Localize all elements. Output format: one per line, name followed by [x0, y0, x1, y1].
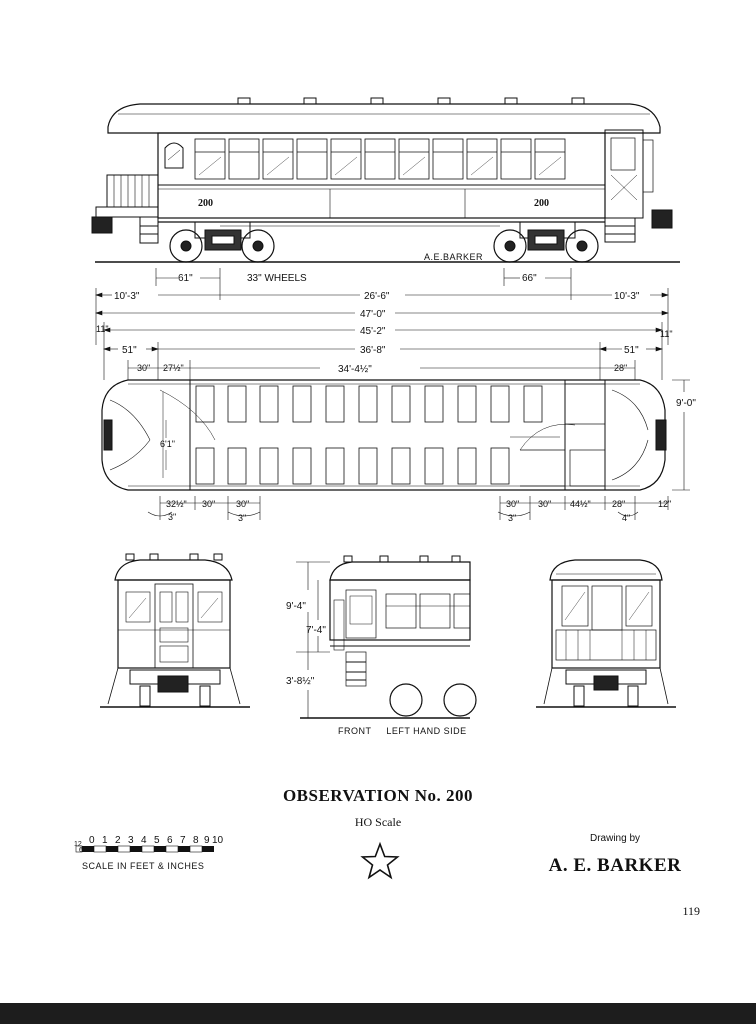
- length-dimension-labels: [96, 273, 673, 375]
- dim-height-floor: 3'-8½": [286, 676, 315, 687]
- dim-bottom-right-3: 44½": [570, 499, 591, 509]
- dim-bottom-sub-left-2: 3": [238, 513, 247, 523]
- page-subtitle: HO Scale: [354, 815, 402, 829]
- floor-plan-labels: [160, 398, 696, 449]
- car-number-right: 200: [534, 198, 549, 209]
- scale-tick-6: 6: [167, 835, 173, 846]
- scale-tick-9: 9: [204, 835, 210, 846]
- floor-plan: [102, 380, 690, 490]
- scale-inch-12: 12: [74, 841, 82, 848]
- dim-bottom-sub-right-2: 4": [622, 513, 631, 523]
- dim-height-body: 7'-4": [306, 625, 326, 636]
- dim-body-length: 45'-2": [360, 326, 386, 337]
- end-view-vestibule: [536, 560, 676, 707]
- page-bottom-edge: [0, 1003, 756, 1024]
- side-detail-view: [296, 556, 476, 718]
- car-number-left: 200: [198, 198, 213, 209]
- scale-tick-8: 8: [193, 835, 199, 846]
- dim-end-left: 10'-3": [114, 291, 140, 302]
- dim-bottom-right-2: 30": [538, 499, 552, 509]
- drawing-by-label: Drawing by: [589, 833, 641, 844]
- dim-inner-length: 36'-8": [360, 345, 386, 356]
- side-windows: [195, 139, 565, 179]
- scale-tick-0: 0: [89, 835, 95, 846]
- scale-tick-5: 5: [154, 835, 160, 846]
- dim-overhang-right: 11": [660, 329, 673, 339]
- dim-truck-right: 66": [522, 273, 537, 284]
- dim-saloon: 34'-4½": [338, 364, 372, 375]
- page-title: OBSERVATION No. 200: [282, 786, 474, 805]
- scale-tick-3: 3: [128, 835, 134, 846]
- seats-upper: [196, 386, 542, 422]
- wheel-note: 33" WHEELS: [247, 273, 307, 284]
- dim-width: 9'-0": [676, 398, 696, 409]
- dim-seat-c: 28": [614, 363, 628, 373]
- dim-aisle: 6'1": [160, 439, 175, 449]
- roof-outline: [108, 104, 660, 133]
- seats-lower: [196, 448, 509, 484]
- truck-right: [494, 222, 598, 262]
- scale-label: SCALE IN FEET & INCHES: [82, 861, 205, 871]
- dim-platform-right: 51": [624, 345, 639, 356]
- dim-bottom-left-3: 30": [236, 499, 250, 509]
- plan-outline: [102, 380, 665, 490]
- dim-bottom-right-5: 12": [658, 499, 672, 509]
- draftsman-label: A.E.BARKER: [424, 252, 484, 262]
- scale-tick-4: 4: [141, 835, 147, 846]
- dim-seat-a: 30": [137, 363, 151, 373]
- dim-bottom-left-1: 32½": [166, 499, 187, 509]
- dim-overall-length: 47'-0": [360, 309, 386, 320]
- dim-bottom-sub-left-1: 3": [168, 512, 177, 522]
- dim-center: 26'-6": [364, 291, 390, 302]
- observation-platform: [92, 175, 158, 243]
- dim-seat-b: 27½": [163, 363, 184, 373]
- scale-inch-6: 6: [79, 847, 83, 854]
- dim-end-right: 10'-3": [614, 291, 640, 302]
- side-elevation: [92, 98, 680, 262]
- bottom-dimension-labels: [166, 499, 671, 523]
- page-number: 119: [682, 904, 700, 918]
- scale-tick-1: 1: [102, 835, 108, 846]
- dim-platform-left: 51": [122, 345, 137, 356]
- dim-bottom-left-2: 30": [202, 499, 216, 509]
- dim-height-total: 9'-4": [286, 601, 306, 612]
- dim-bottom-right-1: 30": [506, 499, 520, 509]
- dim-bottom-right-4: 28": [612, 499, 626, 509]
- scale-tick-2: 2: [115, 835, 121, 846]
- scale-tick-10: 10: [212, 835, 224, 846]
- truck-left: [170, 222, 274, 262]
- view-caption: FRONT LEFT HAND SIDE: [338, 726, 467, 736]
- dim-truck-left: 61": [178, 273, 193, 284]
- dim-bottom-sub-right-1: 3": [508, 513, 517, 523]
- author-name: A. E. BARKER: [548, 855, 682, 876]
- scale-bar: [76, 846, 214, 852]
- dim-overhang-left: 11": [96, 324, 109, 334]
- end-view-observation: [100, 554, 250, 707]
- star-icon: [363, 844, 398, 878]
- scale-tick-7: 7: [180, 835, 186, 846]
